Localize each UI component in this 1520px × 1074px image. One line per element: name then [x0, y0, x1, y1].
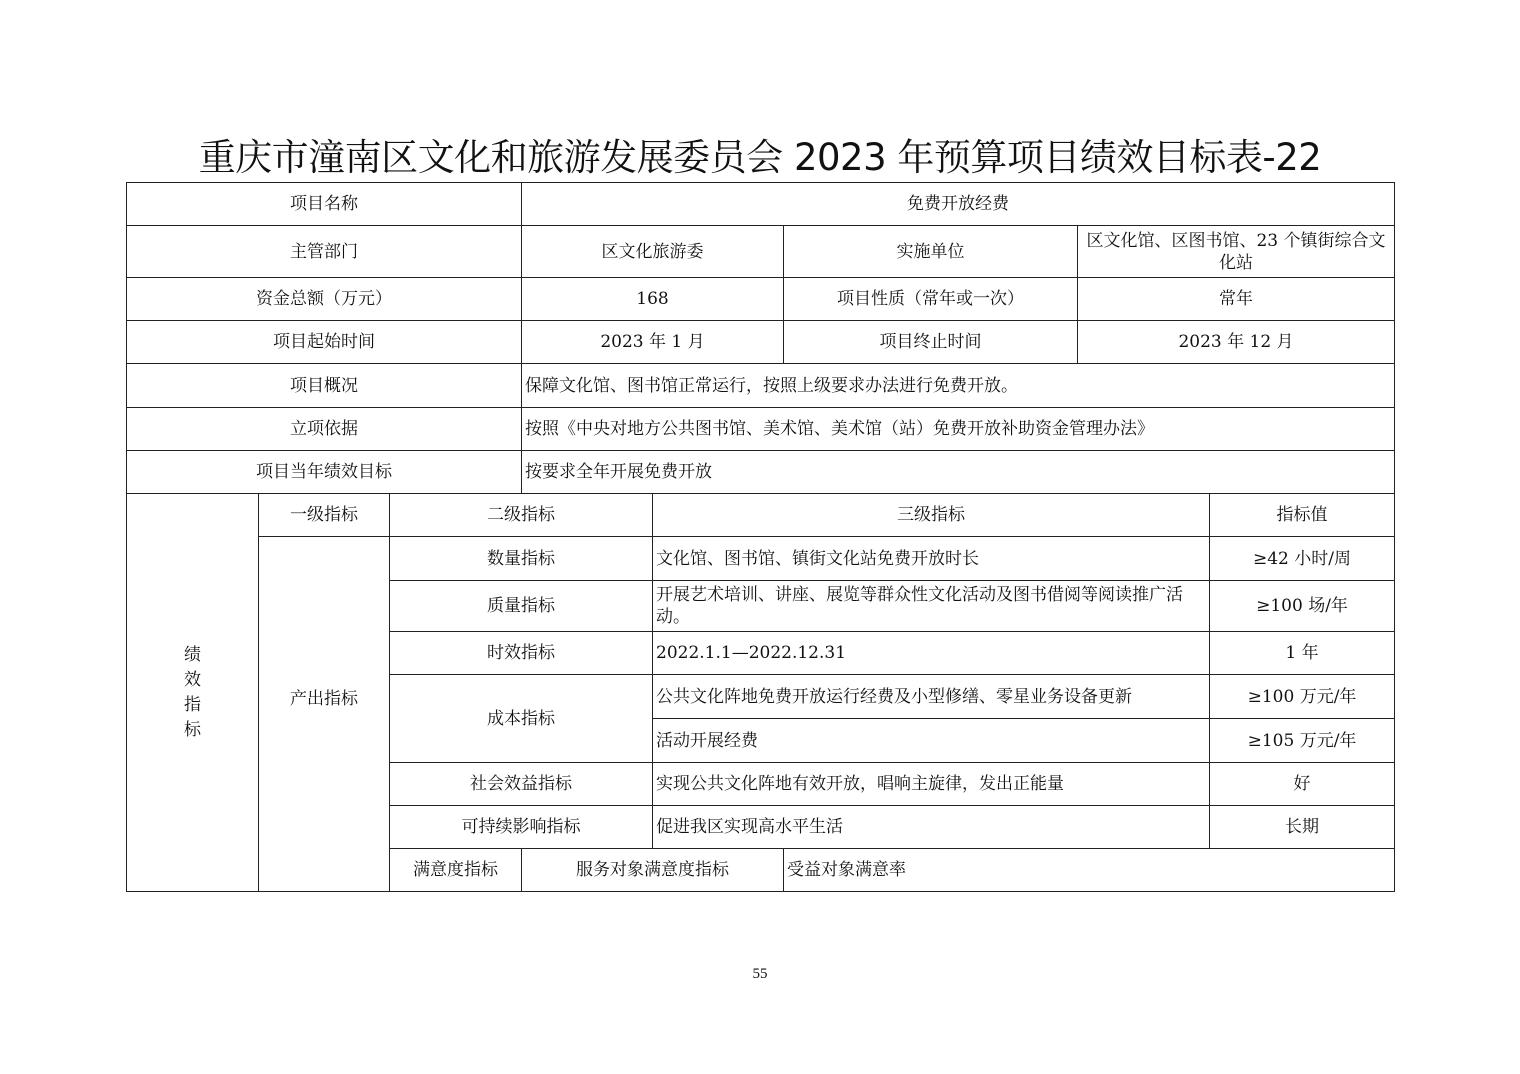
fund-value: 168	[522, 278, 784, 321]
level3-cell: 活动开展经费	[653, 719, 1210, 763]
impl-value: 区文化馆、区图书馆、23 个镇街综合文化站	[1078, 226, 1395, 278]
level3-cell: 2022.1.1—2022.12.31	[653, 632, 1210, 675]
header-level3: 三级指标	[653, 494, 1210, 537]
impl-label: 实施单位	[784, 226, 1078, 278]
goal-value: 按要求全年开展免费开放	[522, 451, 1395, 494]
section-label-text: 绩效指标	[184, 644, 201, 740]
level2-cell: 时效指标	[390, 632, 653, 675]
value-cell: 长期	[1210, 806, 1395, 849]
level2-cell: 质量指标	[390, 581, 653, 632]
value-cell: ≥100 场/年	[1210, 581, 1395, 632]
level2-cell: 可持续影响指标	[390, 806, 653, 849]
level3-cell: 受益对象满意率	[784, 849, 1395, 892]
table-row	[127, 494, 1395, 537]
level2-cell: 社会效益指标	[390, 763, 653, 806]
dept-value: 区文化旅游委	[522, 226, 784, 278]
value-cell: ≥105 万元/年	[1210, 719, 1395, 763]
start-value: 2023 年 1 月	[522, 321, 784, 364]
level2-cell: 成本指标	[390, 675, 653, 763]
project-name-value: 免费开放经费	[522, 183, 1395, 226]
value-cell: ≥100 万元/年	[1210, 675, 1395, 719]
value-cell: 1 年	[1210, 632, 1395, 675]
nature-value: 常年	[1078, 278, 1395, 321]
level3-cell: 开展艺术培训、讲座、展览等群众性文化活动及图书借阅等阅读推广活动。	[653, 581, 1210, 632]
page-number: 55	[752, 966, 768, 982]
basis-value: 按照《中央对地方公共图书馆、美术馆、美术馆（站）免费开放补助资金管理办法》	[522, 408, 1395, 451]
level2-cell: 数量指标	[390, 537, 653, 581]
basis-label: 立项依据	[127, 408, 522, 451]
table-row	[127, 321, 1395, 364]
table-row	[127, 364, 1395, 408]
fund-label: 资金总额（万元）	[127, 278, 522, 321]
start-label: 项目起始时间	[127, 321, 522, 364]
table-row	[127, 537, 1395, 581]
header-value: 指标值	[1210, 494, 1395, 537]
level3-cell: 促进我区实现高水平生活	[653, 806, 1210, 849]
value-cell: ≥42 小时/周	[1210, 537, 1395, 581]
project-name-label: 项目名称	[127, 183, 522, 226]
header-level1: 一级指标	[259, 494, 390, 537]
level3-cell: 文化馆、图书馆、镇街文化站免费开放时长	[653, 537, 1210, 581]
output-indicator-label: 产出指标	[259, 537, 390, 892]
level2-cell: 服务对象满意度指标	[522, 849, 784, 892]
table-row	[127, 226, 1395, 278]
performance-table	[126, 182, 1395, 892]
level3-cell: 公共文化阵地免费开放运行经费及小型修缮、零星业务设备更新	[653, 675, 1210, 719]
goal-label: 项目当年绩效目标	[127, 451, 522, 494]
performance-indicators-label	[127, 494, 259, 892]
header-level2: 二级指标	[390, 494, 653, 537]
table-row	[127, 451, 1395, 494]
overview-label: 项目概况	[127, 364, 522, 408]
satisfaction-indicator-label: 满意度指标	[390, 849, 522, 892]
page-title: 重庆市潼南区文化和旅游发展委员会 2023 年预算项目绩效目标表-22	[198, 136, 1322, 179]
table-row	[127, 278, 1395, 321]
table-row	[127, 183, 1395, 226]
dept-label: 主管部门	[127, 226, 522, 278]
end-value: 2023 年 12 月	[1078, 321, 1395, 364]
level3-cell: 实现公共文化阵地有效开放，唱响主旋律，发出正能量	[653, 763, 1210, 806]
value-cell: 好	[1210, 763, 1395, 806]
end-label: 项目终止时间	[784, 321, 1078, 364]
table-row	[127, 408, 1395, 451]
overview-value: 保障文化馆、图书馆正常运行，按照上级要求办法进行免费开放。	[522, 364, 1395, 408]
nature-label: 项目性质（常年或一次）	[784, 278, 1078, 321]
